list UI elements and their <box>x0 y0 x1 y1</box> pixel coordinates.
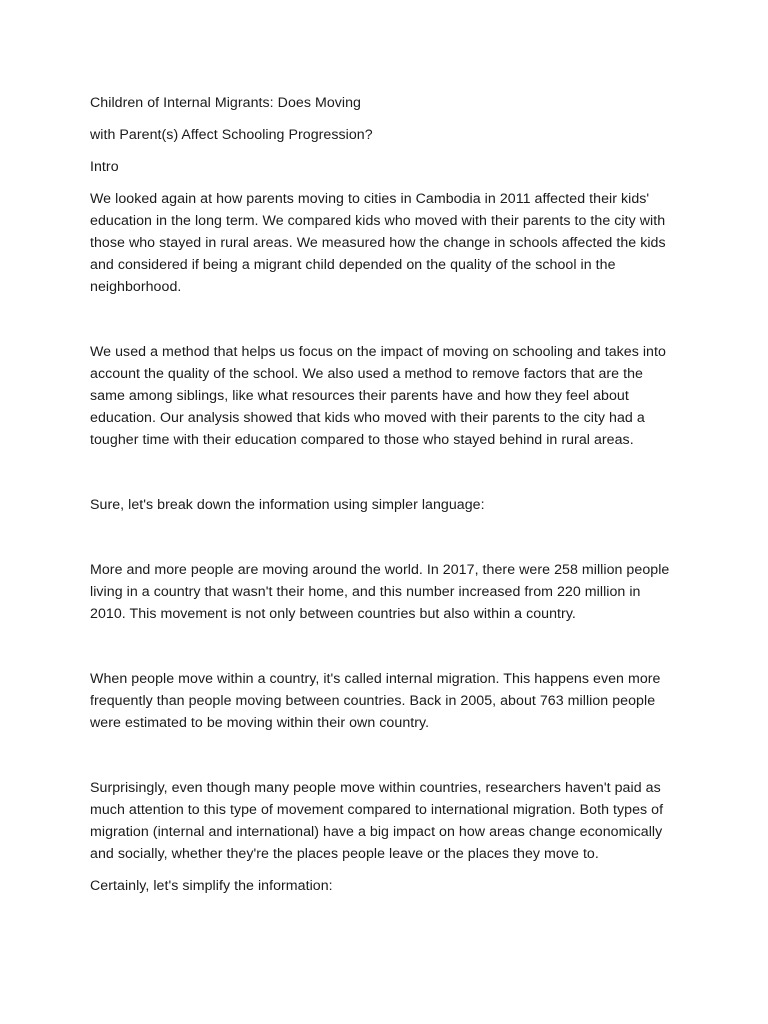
paragraph-method: We used a method that helps us focus on the impact of moving on schooling and takes into account the quality of the school. We also used a method to remove factors that are the same among siblings, like what resources their parents have and how they feel about education. Our analysis showed that kids who moved with their parents to the city had a tougher time with their education compared to those who stayed behind in rural areas. <box>90 344 666 448</box>
paragraph-intro-summary: We looked again at how parents moving to cities in Cambodia in 2011 affected their kids' education in the long term. We compared kids who moved with their parents to the city with those who stayed in rural areas. We measured how the change in schools affected the kids and considered if being a migrant child depended on the quality of the school in the neighborhood. <box>90 191 666 295</box>
paragraph-internal-migration: When people move within a country, it's called internal migration. This happens even more frequently than people moving between countries. Back in 2005, about 763 million people were estimated to be moving within their own country. <box>90 671 661 731</box>
paragraph-global-migration: More and more people are moving around the world. In 2017, there were 258 million people living in a country that wasn't their home, and this number increased from 220 million in 2010. This movement is not only between countries but also within a country. <box>90 562 670 622</box>
title-line-1: Children of Internal Migrants: Does Moving <box>90 95 361 111</box>
paragraph-simpler-language: Sure, let's break down the information using simpler language: <box>90 497 485 513</box>
section-heading: Intro <box>90 159 119 175</box>
title-line-2: with Parent(s) Affect Schooling Progression? <box>90 127 373 143</box>
paragraph-research-attention: Surprisingly, even though many people move within countries, researchers haven't paid as much attention to this type of movement compared to international migration. Both types of migration (internal and international) have a big impact on how areas change economically and socially, whether they're the places people leave or the places they move to. <box>90 780 664 862</box>
paragraph-simplify: Certainly, let's simplify the information: <box>90 878 333 894</box>
document-body <box>90 92 680 897</box>
